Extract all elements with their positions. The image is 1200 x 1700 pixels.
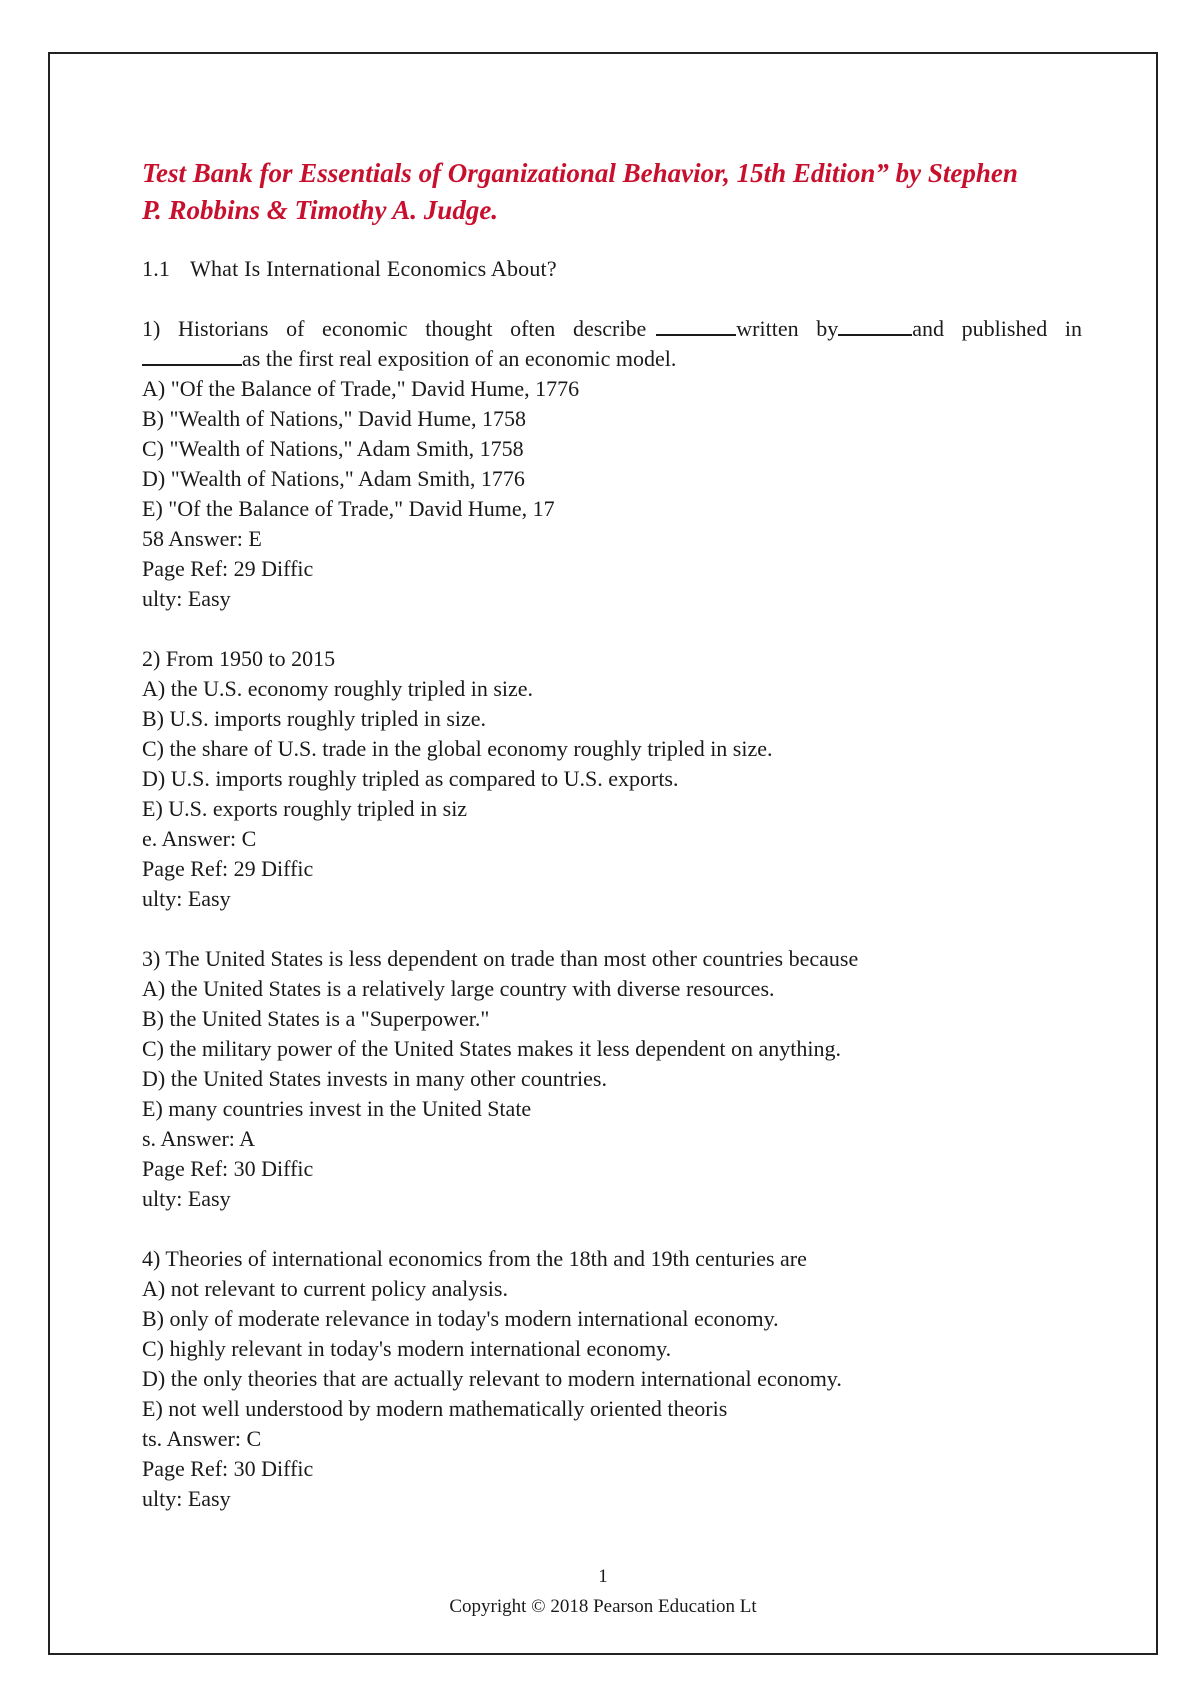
option-b: B) the United States is a "Superpower." [142,1006,490,1031]
title-line-1: Test Bank for Essentials of Organizational Behavior, 15th Edition” by Stephen [142,158,1018,188]
question-stem: 1) Historians of economic thought often describe written by and published in [142,316,1082,341]
answer-line: e. Answer: C [142,826,257,851]
option-a: A) not relevant to current policy analysis. [142,1276,508,1301]
option-c: C) the share of U.S. trade in the global economy roughly tripled in size. [142,736,773,761]
question-stem: 2) From 1950 to 2015 [142,646,336,671]
answer-line: 58 Answer: E [142,526,262,551]
option-c: C) highly relevant in today's modern international economy. [142,1336,672,1361]
option-e: E) "Of the Balance of Trade," David Hume, 17 [142,496,555,521]
option-c: C) "Wealth of Nations," Adam Smith, 1758 [142,436,524,461]
page-ref-line: Page Ref: 29 Diffic [142,856,314,881]
section-heading [142,254,1082,284]
option-d: D) "Wealth of Nations," Adam Smith, 1776 [142,466,525,491]
question-2 [142,644,1082,914]
option-d: D) U.S. imports roughly tripled as compared to U.S. exports. [142,766,679,791]
question-stem-continued: as the first real exposition of an economic model. [142,344,1082,374]
option-b: B) only of moderate relevance in today's modern international economy. [142,1306,779,1331]
option-c: C) the military power of the United States makes it less dependent on anything. [142,1036,841,1061]
copyright-notice: Copyright © 2018 Pearson Education Lt [449,1596,757,1617]
option-e: E) many countries invest in the United State [142,1096,532,1121]
question-3 [142,944,1082,1214]
page-ref-line: Page Ref: 30 Diffic [142,1156,314,1181]
document-body [142,155,1082,1514]
option-a: A) the United States is a relatively large country with diverse resources. [142,976,775,1001]
fill-in-blank [142,344,242,366]
option-e: E) not well understood by modern mathematically oriented theoris [142,1396,728,1421]
difficulty-line: ulty: Easy [142,886,231,911]
section-title: What Is International Economics About? [190,256,557,281]
option-e: E) U.S. exports roughly tripled in siz [142,796,468,821]
question-stem: 3) The United States is less dependent on trade than most other countries because [142,946,859,971]
fill-in-blank [838,314,912,336]
page-ref-line: Page Ref: 29 Diffic [142,556,314,581]
page-ref-line: Page Ref: 30 Diffic [142,1456,314,1481]
question-stem: 4) Theories of international economics from the 18th and 19th centuries are [142,1246,807,1271]
option-a: A) the U.S. economy roughly tripled in size. [142,676,534,701]
answer-line: s. Answer: A [142,1126,256,1151]
option-b: B) "Wealth of Nations," David Hume, 1758 [142,406,527,431]
difficulty-line: ulty: Easy [142,586,231,611]
fill-in-blank [656,314,736,336]
option-a: A) "Of the Balance of Trade," David Hume, 1776 [142,376,580,401]
question-4 [142,1244,1082,1514]
section-number: 1.1 [142,256,171,281]
option-d: D) the United States invests in many other countries. [142,1066,607,1091]
option-b: B) U.S. imports roughly tripled in size. [142,706,487,731]
option-d: D) the only theories that are actually relevant to modern international economy. [142,1366,842,1391]
difficulty-line: ulty: Easy [142,1486,231,1511]
page-number: 1 [598,1566,608,1587]
difficulty-line: ulty: Easy [142,1186,231,1211]
document-title [142,155,1082,229]
title-line-2: P. Robbins & Timothy A. Judge. [142,195,499,225]
answer-line: ts. Answer: C [142,1426,262,1451]
question-1 [142,314,1082,614]
